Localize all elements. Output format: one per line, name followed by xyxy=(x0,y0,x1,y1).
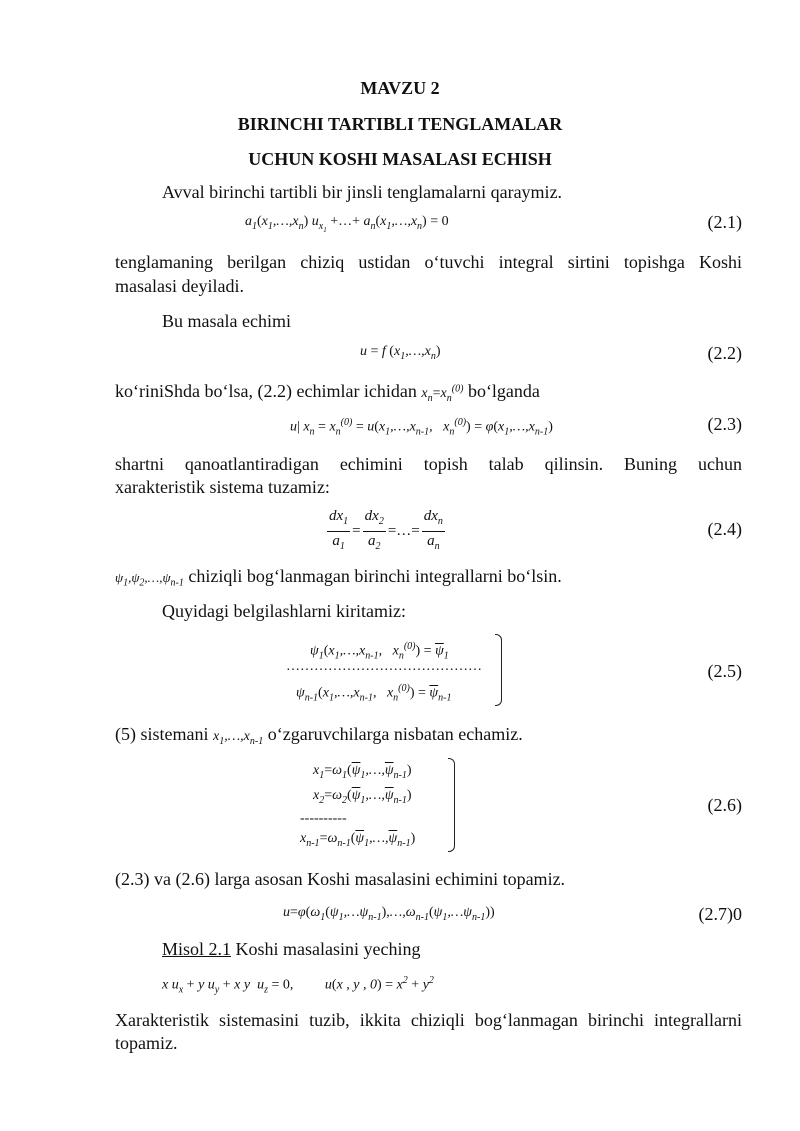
equation-number-2-7: (2.7)0 xyxy=(698,904,742,924)
equation-2-4: $\frac{dx_1}{a_1}$ = $\frac{dx_2}{a_2}$ =…= $\frac{dx_n}{a_n}$ xyxy=(329,508,443,552)
page-title: MAVZU 2 xyxy=(360,78,440,98)
paragraph-text: Xarakteristik sistemasini tuzib, ikkita chiziqli bog‘lanmagan birinchi integrallarni xyxy=(115,1010,742,1030)
equation-2-1: $a_1(x_1,\dots,x_n)$ $u_{x_1}$ +…+ $a_n(x_1,\dots,x_n) = 0$ xyxy=(245,214,449,234)
section-subtitle: UCHUN KOSHI MASALASI ECHISH xyxy=(248,149,552,169)
example-equation: x $u_x + y$ $u_y + x$ y $u_z = 0$, u(x , y , $0) = x^2 + y^2$ xyxy=(162,975,434,996)
equation-2-5-row2: $\psi_{n-1}(x_1,\dots,x_{n-1}$, $x_n^{(0)}) = \overline{\psi}_{n-1}$ xyxy=(296,683,452,704)
section-title: BIRINCHI TARTIBLI TENGLAMALAR xyxy=(237,114,563,134)
equation-number-2-2: (2.2) xyxy=(707,343,742,363)
equation-number-2-3: (2.3) xyxy=(707,414,742,434)
paragraph-text: Bu masala echimi xyxy=(162,311,291,331)
equation-number-2-1: (2.1) xyxy=(707,212,742,232)
paragraph-text: topamiz. xyxy=(115,1033,178,1053)
equation-2-2: u = f $(x_1,\dots,x_n)$ xyxy=(360,344,441,362)
equation-2-5-dots: …………………………………… xyxy=(286,659,482,674)
equation-number-2-6: (2.6) xyxy=(707,795,742,815)
system-brace xyxy=(448,758,455,852)
paragraph-text: $\psi_1,\psi_2,\dots,\psi_{n-1}$ chiziqli bog‘lanmagan birinchi integrallarni bo‘lsin. xyxy=(115,566,562,589)
equation-2-3: u| $x_n = x_n^{(0)}$ = $u(x_1,\dots,x_{n-1}$, $x_n^{(0)}$) = $\varphi(x_1,\dots,x_{n-1})$ xyxy=(290,417,553,438)
paragraph-text: (5) sistemani $x_1,\dots,x_{n-1}$ o‘zgaruvchilarga nisbatan echamiz. xyxy=(115,724,523,747)
equation-2-6-row3: $x_{n-1}=\omega_{n-1}(\overline{\psi}_1,\dots,\overline{\psi}_{n-1})$ xyxy=(300,831,416,849)
example-heading: Misol 2.1 Koshi masalasini yeching xyxy=(162,939,421,959)
paragraph-text: (2.3) va (2.6) larga asosan Koshi masalasini echimini topamiz. xyxy=(115,869,566,889)
paragraph-text: ko‘riniShda bo‘lsa, (2.2) echimlar ichidan $x_n=x_n^{(0)}$ bo‘lganda xyxy=(115,381,540,404)
intro-text: Avval birinchi tartibli bir jinsli tenglamalarni qaraymiz. xyxy=(162,182,563,202)
paragraph-text: masalasi deyiladi. xyxy=(115,276,244,296)
equation-2-6-row1: $x_1=\omega_1(\overline{\psi}_1,\dots,\overline{\psi}_{n-1})$ xyxy=(313,763,412,781)
equation-number-2-5: (2.5) xyxy=(707,661,742,681)
system-brace xyxy=(495,634,502,706)
equation-2-6-row2: $x_2=\omega_2(\overline{\psi}_1,\dots,\overline{\psi}_{n-1})$ xyxy=(313,788,412,806)
inline-formula: $x_1,\dots,x_{n-1}$ xyxy=(212,729,264,747)
equation-2-7: $u=\varphi(\omega_1(\psi_1,\dots\psi_{n-1}),\dots,\omega_{n-1}(\psi_1,\dots\psi_{n-1}))$ xyxy=(283,905,495,923)
paragraph-text: tenglamaning berilgan chiziq ustidan o‘tuvchi integral sirtini topishga Koshi xyxy=(115,252,742,272)
equation-number-2-4: (2.4) xyxy=(707,519,742,539)
paragraph-text: Quyidagi belgilashlarni kiritamiz: xyxy=(162,601,406,621)
inline-formula: $\psi_1,\psi_2,\dots,\psi_{n-1}$ xyxy=(115,570,184,589)
paragraph-text: xarakteristik sistema tuzamiz: xyxy=(115,477,330,497)
equation-2-5-row1: $\psi_1(x_1,\dots,x_{n-1}$, $x_n^{(0)}) = \overline{\psi}_1$ xyxy=(310,641,449,662)
paragraph-text: shartni qanoatlantiradigan echimini topish talab qilinsin. Buning uchun xyxy=(115,454,742,474)
inline-formula: $x_n=x_n^{(0)}$ xyxy=(421,383,464,404)
equation-2-6-dashes: ---------- xyxy=(300,811,347,826)
